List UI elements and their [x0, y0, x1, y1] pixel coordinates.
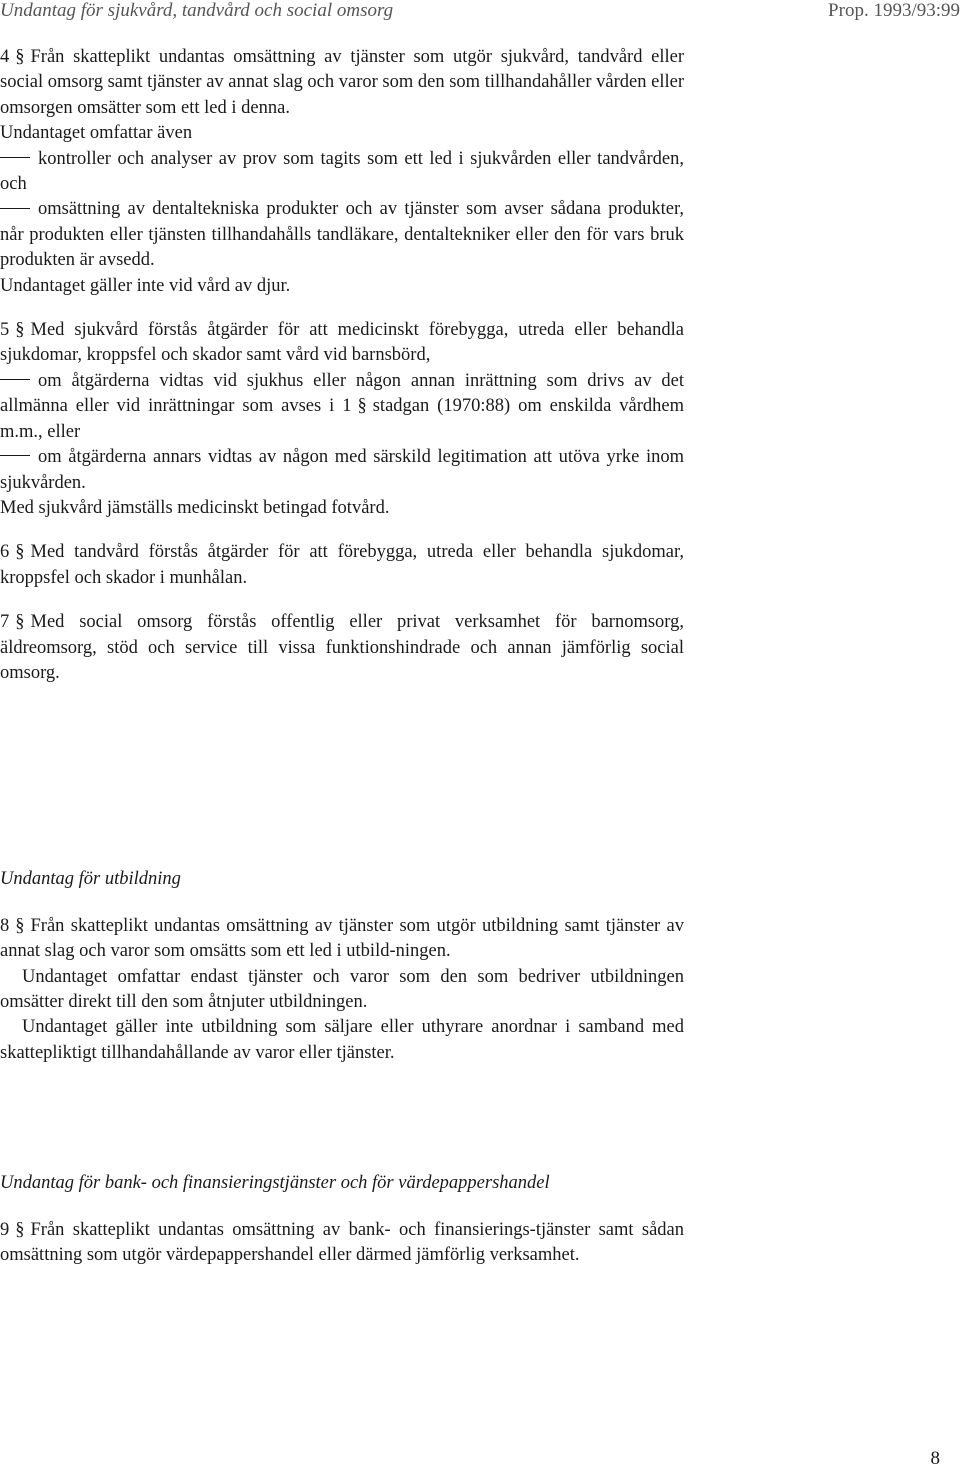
dash-text: om åtgärderna annars vidtas av någon med särskild legitimation att utöva yrke inom sjukvården. [0, 447, 684, 493]
em-dash-line [0, 208, 30, 209]
paragraph-4 [0, 45, 684, 121]
section-number: 8 [0, 915, 10, 936]
section-number: 7 [0, 612, 10, 633]
paragraph-4-extra: Undantaget omfattar även [0, 123, 193, 144]
paragraph-8-c: Undantaget gäller inte utbildning som säljare eller uthyrare anordnar i samband med skattepliktigt tillhandahållande av varor eller tjänster. [0, 1017, 684, 1063]
vertical-space [0, 1066, 684, 1171]
em-dash-line [0, 157, 30, 158]
paragraph-text: Från skatteplikt undantas omsättning av bank- och finansierings-tjänster samt sådan omsättning som utgör värdepappershandel eller därmed jämförlig verksamhet. [0, 1219, 684, 1265]
paragraph-text: Med sjukvård förstås åtgärder för att medicinskt förebygga, utreda eller behandla sjukdomar, kroppsfel och skador samt vård vid barnsbörd, [0, 320, 684, 366]
paragraph-5-end: Med sjukvård jämställs medicinskt betingad fotvård. [0, 497, 390, 518]
document-body [0, 45, 684, 1268]
section-sign: § [15, 612, 25, 633]
section-sign: § [15, 1219, 25, 1240]
section-number: 6 [0, 542, 10, 563]
heading-bank: Undantag för bank- och finansieringstjänster och för värdepappershandel [0, 1173, 550, 1194]
vertical-space [0, 686, 684, 867]
paragraph-4-end: Undantaget gäller inte vid vård av djur. [0, 275, 291, 296]
proposition-reference: Prop. 1993/93:99 [828, 0, 960, 21]
paragraph-7 [0, 610, 684, 686]
paragraph-8 [0, 914, 684, 965]
section-sign: § [15, 542, 25, 563]
paragraph-4-dash-1 [0, 147, 684, 198]
section-sign: § [15, 915, 25, 936]
section-sign: § [15, 47, 25, 67]
paragraph-text: Från skatteplikt undantas omsättning av tjänster som utgör utbildning samt tjänster av annat slag och varor som omsätts som ett led i utbild-ningen. [0, 915, 684, 962]
dash-text: kontroller och analyser av prov som tagits som ett led i sjukvården eller tandvården, och [0, 148, 684, 195]
paragraph-9 [0, 1218, 684, 1269]
page-header [0, 0, 960, 26]
dash-text: om åtgärderna vidtas vid sjukhus eller någon annan inrättning som drivs av det allmänna eller vid inrättningar som avses i 1 [0, 370, 684, 417]
dash-text-continued: stadgan (1970:88) om enskilda vårdhem m.m., eller [0, 396, 684, 442]
section-number: 5 [0, 320, 10, 341]
paragraph-text: Från skatteplikt undantas omsättning av tjänster som utgör sjukvård, tandvård eller social omsorg samt tjänster av annat slag och varor som den som tillhandahåller vården eller omsorgen omsätter som ett led i denna. [0, 47, 684, 118]
heading-utbildning: Undantag för utbildning [0, 869, 181, 890]
section-sign: § [15, 320, 25, 341]
em-dash-line [0, 379, 30, 380]
paragraph-5 [0, 318, 684, 369]
paragraph-8-b: Undantaget omfattar endast tjänster och varor som den som bedriver utbildningen omsätter direkt till den som åtnjuter utbildningen. [0, 966, 684, 1012]
paragraph-text: Med tandvård förstås åtgärder för att förebygga, utreda eller behandla sjukdomar, kroppsfel och skador i munhålan. [0, 542, 684, 588]
running-title: Undantag för sjukvård, tandvård och social omsorg [0, 0, 394, 21]
section-number: 4 [0, 47, 10, 67]
paragraph-5-dash-1 [0, 369, 684, 445]
paragraph-4-dash-2 [0, 197, 684, 273]
paragraph-5-dash-2 [0, 445, 684, 496]
paragraph-6 [0, 540, 684, 591]
paragraph-text: Med social omsorg förstås offentlig eller privat verksamhet för barnomsorg, äldreomsorg, stöd och service till vissa funktionshindrade och annan jämförlig social omsorg. [0, 612, 684, 683]
section-sign: § [357, 396, 367, 417]
page-number: 8 [930, 1448, 940, 1469]
em-dash-line [0, 455, 30, 456]
dash-text: omsättning av dentaltekniska produkter och av tjänster som avser sådana produkter, når produkten eller tjänsten tillhandahålls tandläkare, dentaltekniker eller den för vars bruk produkten är avsedd. [0, 199, 684, 271]
section-number: 9 [0, 1219, 10, 1240]
